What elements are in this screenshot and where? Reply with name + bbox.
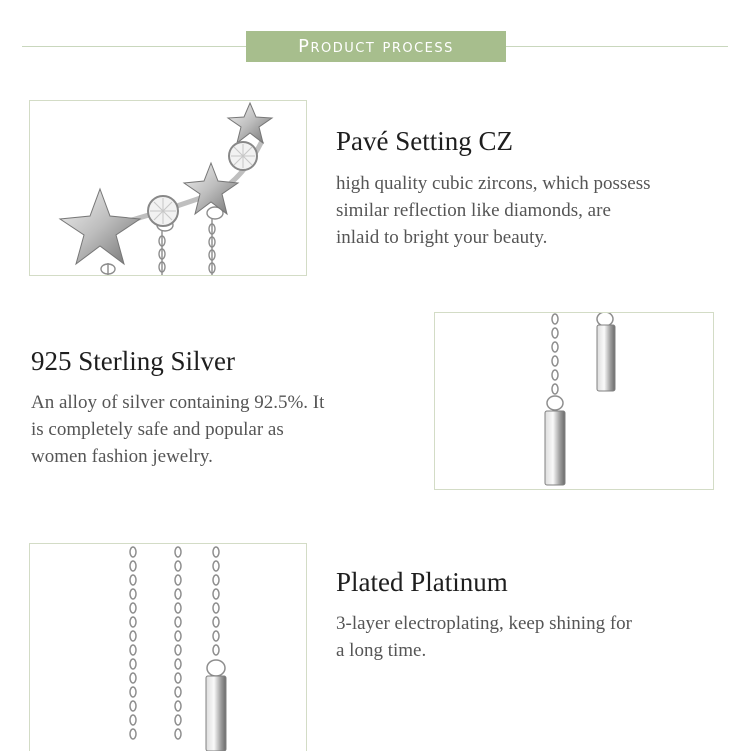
feature-desc-platinum <box>336 610 716 664</box>
feature-desc-pave <box>336 170 726 251</box>
desc-line: inlaid to bright your beauty. <box>336 227 548 248</box>
header-rule-left <box>22 46 246 47</box>
desc-line: a long time. <box>336 640 427 661</box>
feature-title-pave: Pavé Setting CZ <box>336 126 513 156</box>
chain-tassel-image <box>29 543 307 751</box>
desc-line: 3-layer electroplating, keep shining for <box>336 613 632 634</box>
desc-line: An alloy of silver containing 92.5%. It <box>31 392 325 413</box>
feature-desc-silver <box>31 389 411 470</box>
star-earring-image <box>29 100 307 276</box>
feature-title-platinum: Plated Platinum <box>336 567 508 597</box>
header-rule-right <box>506 46 728 47</box>
desc-line: similar reflection like diamonds, are <box>336 200 611 221</box>
section-banner: Product process <box>246 31 506 62</box>
desc-line: high quality cubic zircons, which possess <box>336 173 651 194</box>
feature-title-silver: 925 Sterling Silver <box>31 346 235 376</box>
bar-drop-image <box>434 312 714 490</box>
desc-line: is completely safe and popular as <box>31 419 284 440</box>
desc-line: women fashion jewelry. <box>31 446 213 467</box>
